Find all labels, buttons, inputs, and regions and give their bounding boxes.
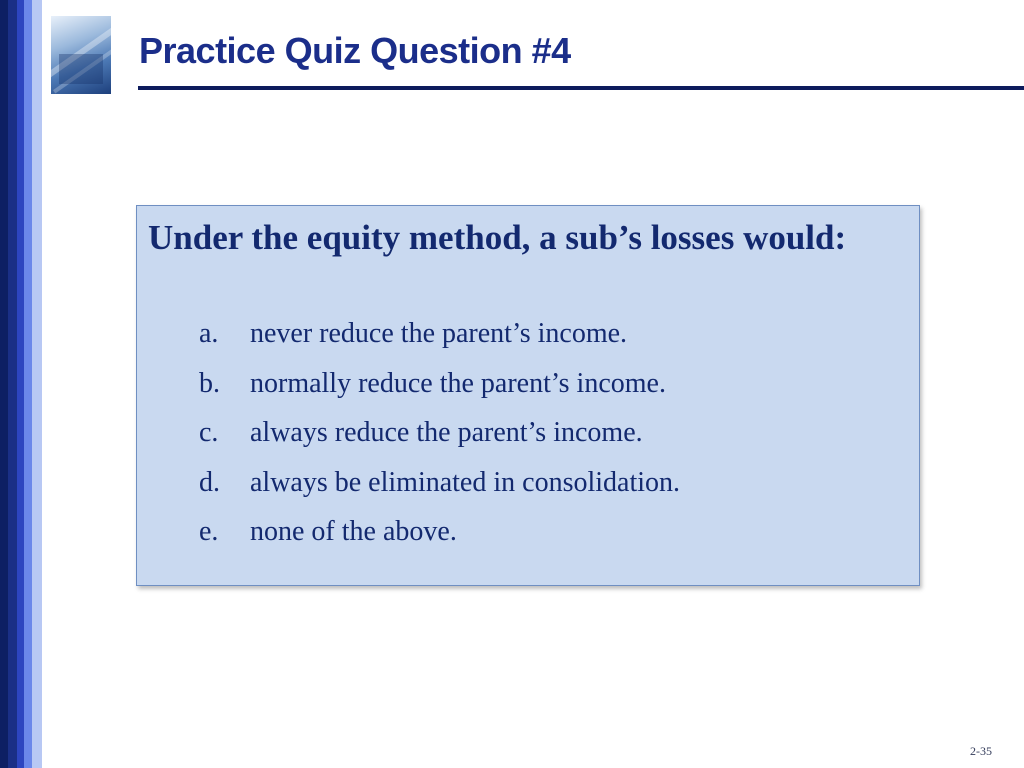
question-prompt: Under the equity method, a sub’s losses would:: [148, 218, 847, 257]
option-letter: e.: [199, 516, 219, 547]
option-letter: d.: [199, 466, 220, 498]
option-letter: c.: [199, 417, 219, 448]
left-decorative-stripes: [0, 0, 42, 768]
option-text: never reduce the parent’s income.: [250, 318, 628, 349]
option-text: always be eliminated in consolidation.: [250, 466, 681, 498]
option-letter: b.: [199, 367, 220, 399]
question-box: [136, 205, 920, 586]
option-text: always reduce the parent’s income.: [250, 417, 643, 448]
stripe: [32, 0, 42, 768]
stripe: [8, 0, 17, 768]
book-cover-image: [51, 16, 111, 94]
answer-option-b: [199, 364, 680, 414]
answer-option-a: [199, 314, 680, 364]
answer-option-c: [199, 413, 680, 463]
option-letter: a.: [199, 318, 219, 349]
answer-option-d: [199, 463, 680, 513]
cover-block: [59, 54, 103, 84]
stripe: [24, 0, 32, 768]
answer-option-e: [199, 512, 680, 562]
stripe: [0, 0, 8, 768]
stripe: [17, 0, 24, 768]
option-text: none of the above.: [250, 516, 457, 547]
answer-options: [199, 314, 680, 562]
option-text: normally reduce the parent’s income.: [250, 367, 666, 399]
title-underline: [138, 86, 1024, 90]
slide-title: Practice Quiz Question #4: [139, 30, 571, 71]
page-number: 2-35: [970, 744, 992, 758]
